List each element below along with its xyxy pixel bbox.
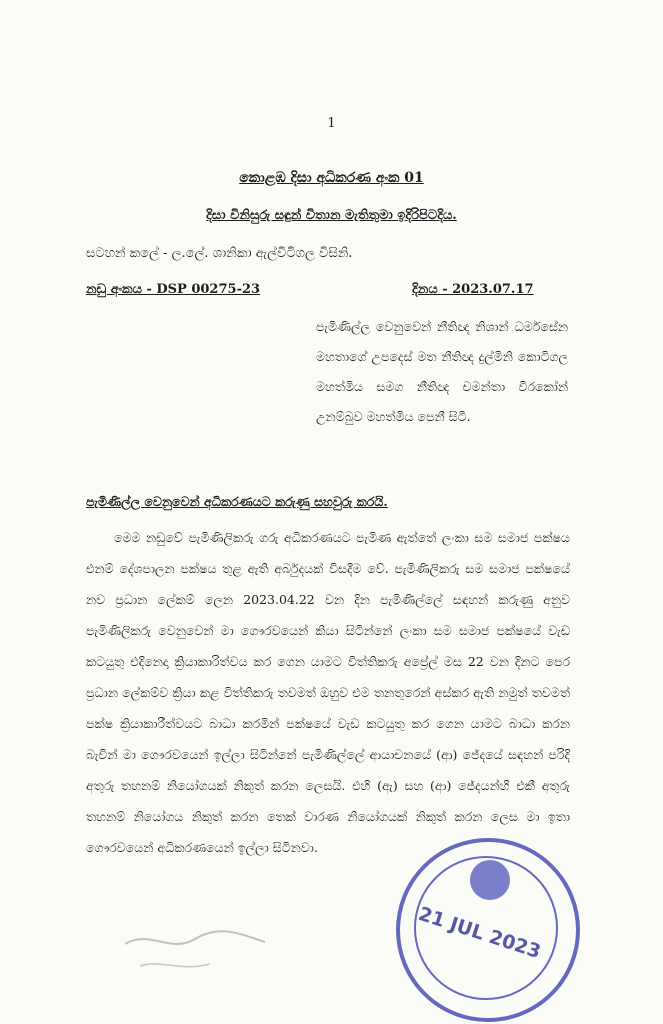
page-number: 1 (327, 116, 336, 131)
judge-title: දිසා විනිසුරු සඳුන් විතාන මැතිතුමා ඉදිරිපිටදිය. (206, 208, 457, 223)
recorded-by: සටහන් කලේ - ල.ලේ. ශානිකා ඇල්විටිගල විසිනි. (86, 246, 353, 261)
case-number: නඩු අංකය - DSP 00275-23 (86, 282, 261, 297)
body-paragraph: මෙම නඩුවේ පැමිණිලිකරු ගරු අධිකරණයට පැමිණ ඇත්තේ ලංකා සම සමාජ පක්ෂය එනම් දේශපාලන පක්ෂය තුළ ඇති අර්බුදයක් විසදීම වේ. පැමිණිලිකරු සම සමාජ පක්ෂයේ නව ප්‍රධාන ලේකම් ලෙන 2023.04.22 වන දින පැමිණිල්ලේ සඳහන් කරුණු අනුව පැමිණිලිකරු වෙනුවෙන් මා ගෞරවයෙන් කියා සිටින්නේ ලංකා සම සමාජ පක්ෂයේ වැඩ කටයුතු එදිනෙදා ක්‍රියාකාරිත්වය කර ගෙන යාමට විත්තිකරු අප්‍රේල් මස 22 වන දිනට පෙර ප්‍රධාන ලේකම්ව ක්‍රියා කළ විත්තිකරු තවමත් ඔහුව එම තනතුරෙන් අස්කර ඇති නමුත් තවමත් පක්ෂ ක්‍රියාකාරීත්වයට බාධා කරමින් පක්ෂයේ වැඩ කටයුතු කර ගෙන යාමට බාධා කරන බැවින් මා ගෞරවයෙන් ඉල්ලා සිටින්නේ පැමිණිල්ලේ ආයාචනයේ (ආ) ජේදයේ සඳහන් පරිදි අතුරු තහනම් නියෝගයක් නිකුත් කරන ලෙසයි. එහි (ඇ) සහ (ආ) ජේදයන්හි එකී අතුරු තහනම් නියෝගය නිකුත් කරන තෙක් වාරණ නියෝගයක් නිකුත් කරන ලෙස මා ඉතා ගෞරවයෙන් අධිකරණයෙන් ඉල්ලා සිටිනවා. (86, 530, 570, 855)
court-stamp (396, 838, 580, 1022)
stamp-date: 21 JUL 2023 (415, 902, 544, 964)
document-date: දිනය - 2023.07.17 (412, 282, 534, 297)
signature-scribble (120, 924, 270, 984)
section-heading: පැමිණිල්ල වෙනුවෙන් අධිකරණයට කරුණු සහවුරු කරයි. (86, 494, 388, 509)
court-title: කොළඹ දිසා අධිකරණ අංක 01 (239, 170, 424, 186)
appearance-paragraph: පැමිණිල්ල වෙනුවෙන් නීතිඥ නිශාන් ධර්මසේන මහතාගේ උපදෙස් මත නීතිඥ දුල්මිනි කොටිගල මහත්මිය සමග නීතිඥ චමන්තා වීරකෝන් උනම්බුව මහත්මිය පෙනී සිටී. (316, 319, 568, 424)
emblem-icon (470, 860, 510, 900)
